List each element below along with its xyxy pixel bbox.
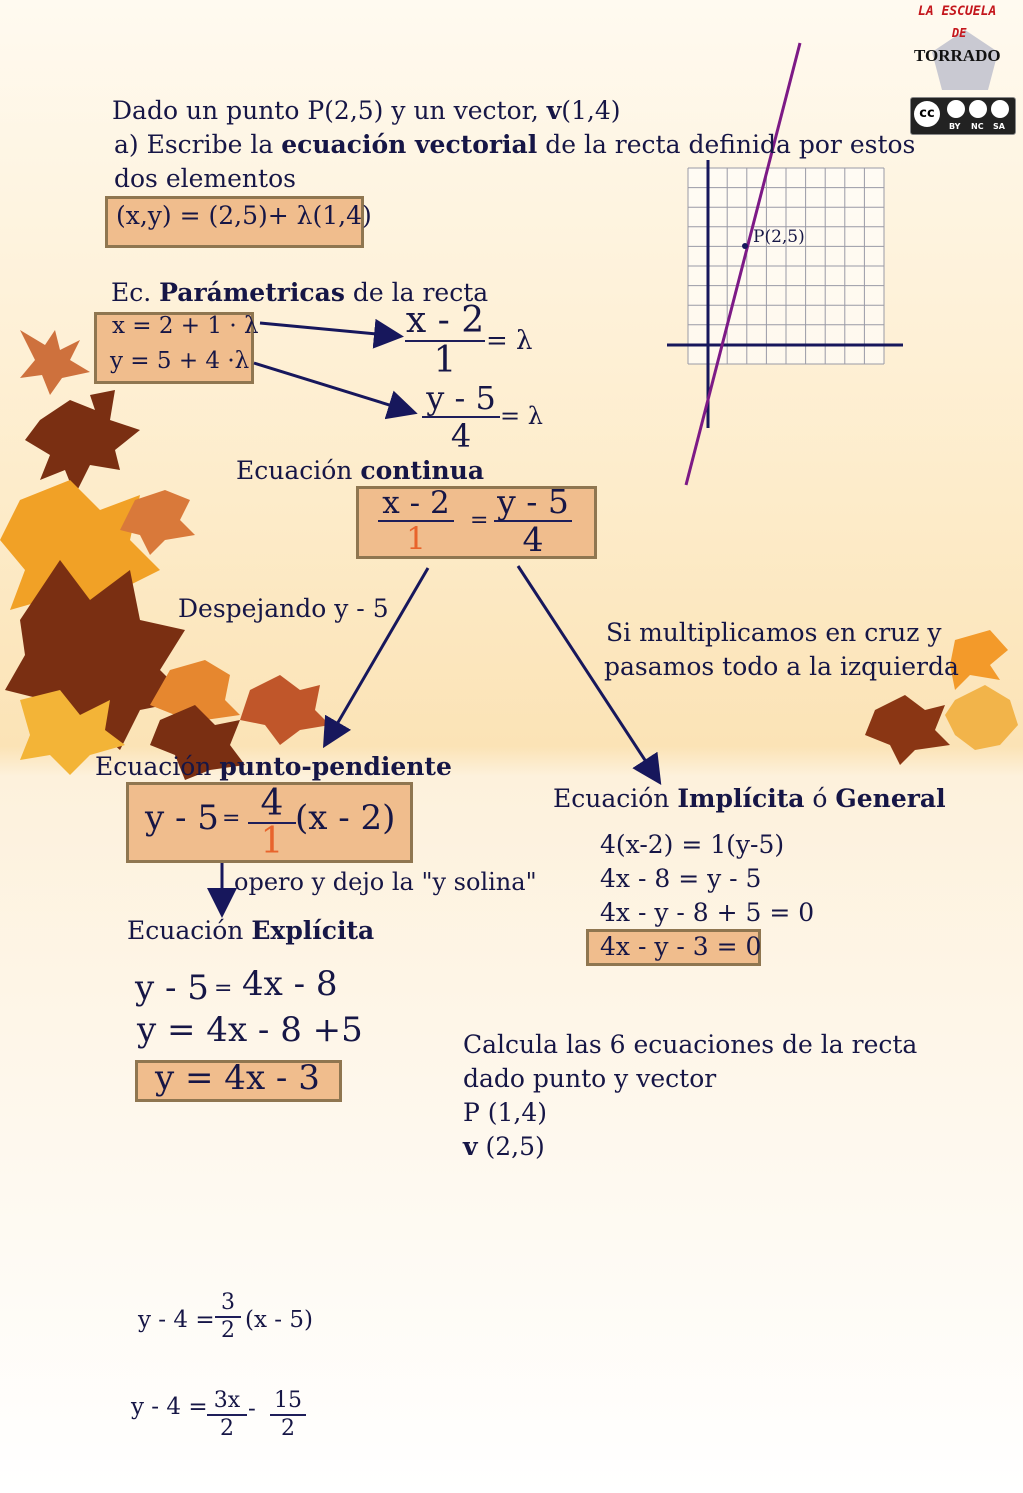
title-bold: Explícita <box>251 916 375 945</box>
numerator: 3 <box>221 1290 235 1315</box>
title-bold: Parámetricas <box>159 278 345 307</box>
title-text: de la recta <box>344 278 489 307</box>
implicit-result: 4x - y - 3 = 0 <box>600 932 762 961</box>
parametric-eq1: x = 2 + 1 · λ <box>112 313 259 339</box>
explicit-step1-rhs: 4x - 8 <box>242 964 338 1004</box>
numerator: 15 <box>274 1388 302 1413</box>
continuous-equals: = <box>470 508 489 533</box>
numerator: 4 <box>260 783 284 824</box>
hand-eq2-minus: - <box>248 1396 256 1422</box>
title-bold: punto-pendiente <box>219 752 452 781</box>
cross-note-line2: pasamos todo a la izquierda <box>604 652 959 681</box>
explicit-result: y = 4x - 3 <box>155 1058 320 1098</box>
intro-text: a) Escribe la <box>114 130 282 159</box>
lambda-eq-1: = λ <box>486 326 533 356</box>
point-slope-lhs: y - 5 <box>145 798 219 838</box>
license-nc: NC <box>971 122 984 131</box>
intro-bold: ecuación vectorial <box>281 130 538 159</box>
license-by: BY <box>949 122 961 131</box>
vector-value: (2,5) <box>477 1132 545 1161</box>
denominator: 1 <box>433 340 457 381</box>
hand-eq1-lhs: y - 4 = <box>138 1307 215 1333</box>
title-bold: Implícita <box>677 784 805 813</box>
parametric-eq2: y = 5 + 4 ·λ <box>110 348 250 374</box>
despejando-note: Despejando y - 5 <box>178 594 389 623</box>
point-slope-fraction <box>248 783 296 862</box>
numerator: y - 5 <box>497 482 569 521</box>
point-slope-rhs: (x - 2) <box>295 798 396 838</box>
exercise-line3: P (1,4) <box>463 1098 548 1127</box>
denominator: 2 <box>221 1318 235 1343</box>
point-slope-title <box>95 752 452 781</box>
denominator: 4 <box>450 417 472 455</box>
numerator: 3x <box>213 1388 241 1413</box>
denominator: 1 <box>406 521 426 557</box>
explicit-step2: y = 4x - 8 +5 <box>137 1010 363 1050</box>
exercise-line2: dado punto y vector <box>463 1064 717 1093</box>
title-text: ó <box>804 784 836 813</box>
explicit-step1-lhs: y - 5 <box>135 968 209 1008</box>
numerator: x - 2 <box>382 485 450 521</box>
cc-icon: cc <box>914 101 940 127</box>
intro-line3: dos elementos <box>114 164 296 193</box>
point-slope-equals: = <box>222 806 241 831</box>
lambda-eq-2: = λ <box>500 402 543 430</box>
exercise-line4 <box>463 1132 545 1161</box>
denominator: 1 <box>260 821 284 862</box>
numerator: x - 2 <box>405 300 485 341</box>
arrow-icon <box>326 568 428 743</box>
explicit-step1-equals: = <box>214 976 233 1001</box>
title-text: Ecuación <box>553 784 678 813</box>
title-text: Ecuación <box>127 916 252 945</box>
arrow-icon <box>518 566 658 780</box>
hand-eq1-fraction <box>215 1290 241 1344</box>
intro-text: de la recta definida por estos <box>537 130 916 159</box>
point-label: P(2,5) <box>753 227 805 247</box>
title-bold: continua <box>360 456 485 485</box>
arrow-icon <box>260 323 398 336</box>
denominator: 4 <box>522 520 544 559</box>
hand-eq2-fraction1 <box>207 1388 247 1442</box>
vectorial-equation: (x,y) = (2,5)+ λ(1,4) <box>116 201 372 230</box>
title-text: Ecuación <box>236 456 361 485</box>
hand-eq1-rhs: (x - 5) <box>245 1307 313 1333</box>
license-sa: SA <box>993 122 1005 131</box>
implicit-step1: 4(x-2) = 1(y-5) <box>600 830 785 859</box>
title-text: Ec. <box>111 278 160 307</box>
hand-eq2-fraction2 <box>270 1388 306 1442</box>
vector-value: (1,4) <box>561 96 621 125</box>
vector-symbol: v <box>546 96 562 125</box>
denominator: 2 <box>281 1416 295 1441</box>
cross-note-line1: Si multiplicamos en cruz y <box>606 618 942 647</box>
logo-line2: DE <box>952 26 967 40</box>
numerator: y - 5 <box>426 379 496 417</box>
implicit-step3: 4x - y - 8 + 5 = 0 <box>600 898 815 927</box>
title-bold: General <box>835 784 946 813</box>
logo-line3: TORRADO <box>914 46 1001 65</box>
title-text: Ecuación <box>95 752 220 781</box>
arrow-icon <box>254 363 412 412</box>
implicit-step2: 4x - 8 = y - 5 <box>600 864 762 893</box>
logo-line1: LA ESCUELA <box>918 4 997 19</box>
operation-note: opero y dejo la "y solina" <box>234 868 537 896</box>
exercise-line1: Calcula las 6 ecuaciones de la recta <box>463 1030 918 1059</box>
denominator: 2 <box>220 1416 234 1441</box>
implicit-title <box>553 784 946 813</box>
hand-eq2-lhs: y - 4 = <box>131 1394 208 1420</box>
intro-text: Dado un punto P(2,5) y un vector, <box>112 96 547 125</box>
explicit-title <box>127 916 374 945</box>
vector-symbol: v <box>463 1132 478 1161</box>
